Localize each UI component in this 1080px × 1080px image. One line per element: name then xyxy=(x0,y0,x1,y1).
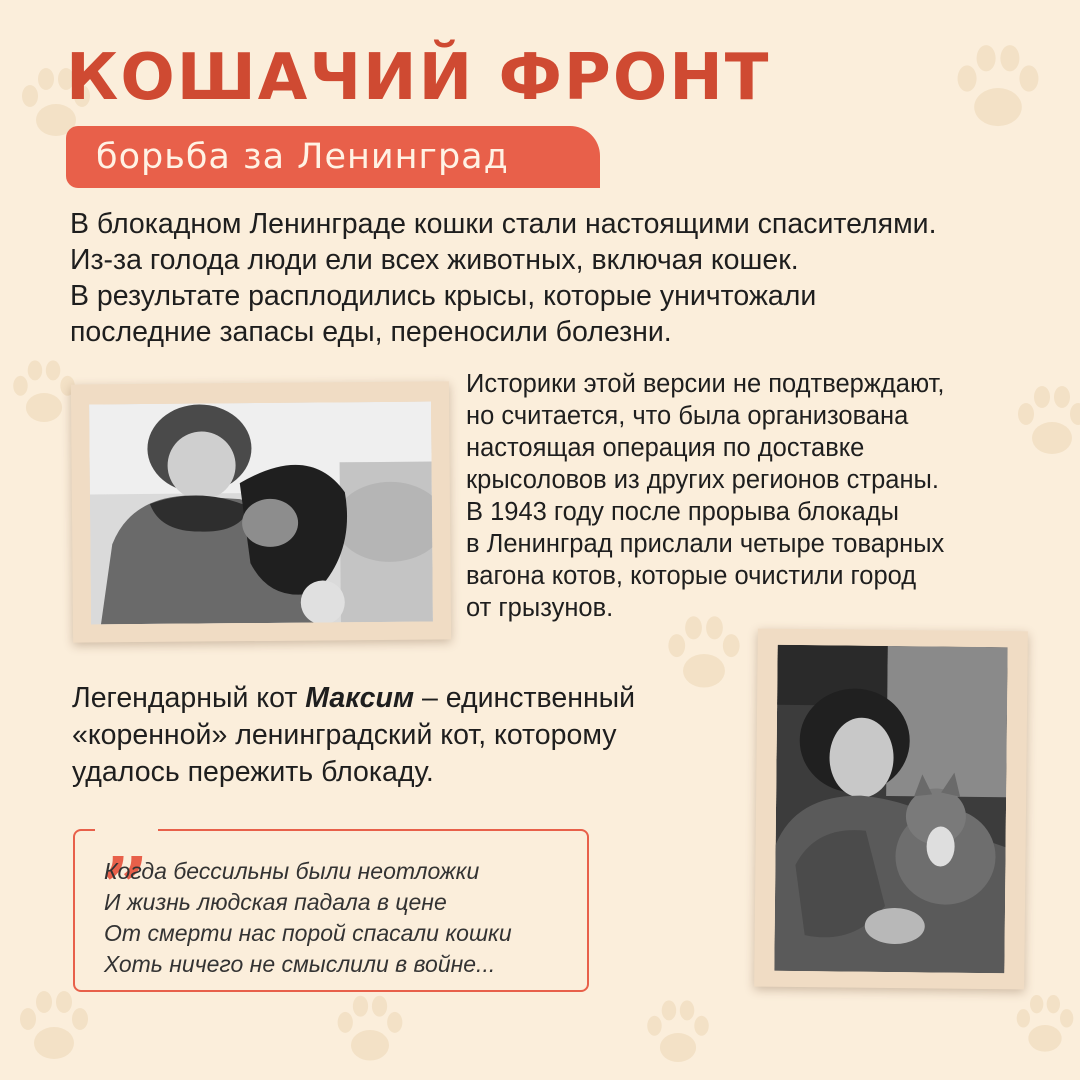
paw-icon xyxy=(12,985,96,1069)
cat-name: Максим xyxy=(305,682,415,714)
maxim-line xyxy=(72,680,722,717)
poem-line: От смерти нас порой спасали кошки xyxy=(104,920,512,946)
paw-icon xyxy=(330,990,410,1070)
intro-line: В результате расплодились крысы, которые уничтожали xyxy=(70,280,817,312)
story-line: в Ленинград прислали четыре товарных xyxy=(466,530,945,558)
maxim-suffix: – единственный xyxy=(414,682,636,714)
paw-icon xyxy=(948,38,1048,138)
woman-with-cat-photo xyxy=(774,645,1007,973)
poem-line: Когда бессильны были неотложки xyxy=(104,858,480,884)
paw-icon xyxy=(640,995,716,1071)
intro-line: Из-за голода люди ели всех животных, включая кошек. xyxy=(70,244,799,276)
poem-line: Хоть ничего не смыслили в войне... xyxy=(104,951,496,977)
story-line: но считается, что была организована xyxy=(466,402,909,430)
story-line: от грызунов. xyxy=(466,594,614,622)
intro-paragraph xyxy=(70,206,1060,350)
girl-with-cat-photo xyxy=(89,402,433,625)
story-paragraph xyxy=(466,368,1066,624)
intro-line: В блокадном Ленинграде кошки стали настоящими спасителями. xyxy=(70,208,937,240)
intro-line: последние запасы еды, переносили болезни. xyxy=(70,316,672,348)
story-line: Историки этой версии не подтверждают, xyxy=(466,370,945,398)
story-line: настоящая операция по доставке xyxy=(466,434,865,462)
page-title: КОШАЧИЙ ФРОНТ xyxy=(66,41,771,115)
poem-line: И жизнь людская падала в цене xyxy=(104,889,447,915)
maxim-paragraph xyxy=(72,680,722,791)
photo-frame xyxy=(71,381,451,642)
maxim-line: удалось пережить блокаду. xyxy=(72,756,434,788)
story-line: вагона котов, которые очистили город xyxy=(466,562,917,590)
subtitle-banner xyxy=(66,126,600,188)
story-line: В 1943 году после прорыва блокады xyxy=(466,498,899,526)
quote-poem xyxy=(104,856,584,980)
subtitle-text: борьба за Ленинград xyxy=(96,137,509,177)
quote-mark-icon: „ xyxy=(95,798,158,858)
paw-icon xyxy=(1010,990,1080,1060)
photo-frame xyxy=(754,629,1028,990)
story-line: крысоловов из других регионов страны. xyxy=(466,466,939,494)
maxim-line: «коренной» ленинградский кот, которому xyxy=(72,719,617,751)
maxim-prefix: Легендарный кот xyxy=(72,682,306,714)
